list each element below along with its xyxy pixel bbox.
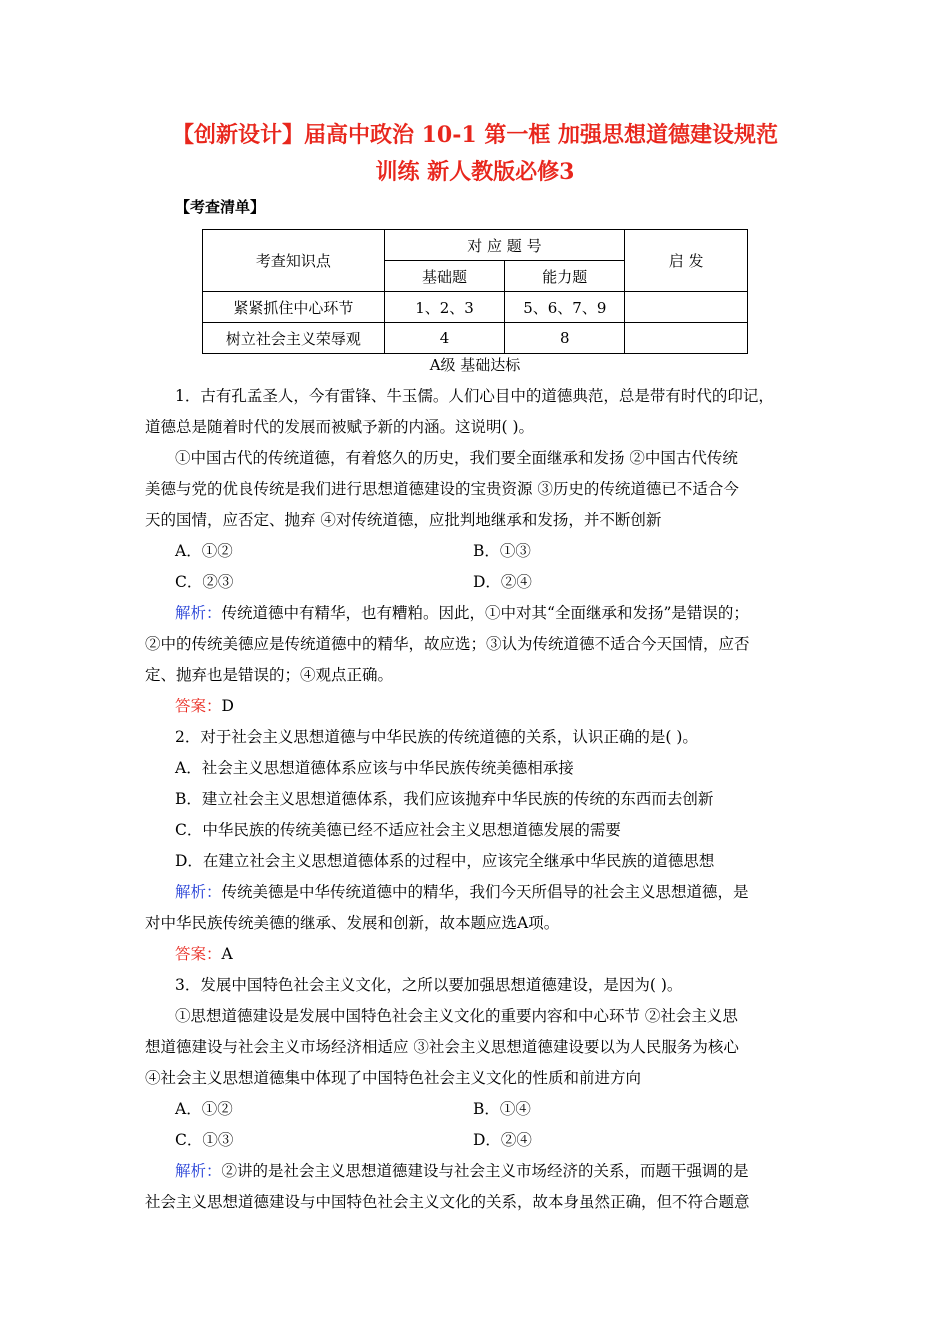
analysis-text: 传统道德中有精华，也有糟粕。因此，①中对其“全面继承和发扬”是错误的； (221, 604, 749, 622)
header-questions: 对 应 题 号 (384, 230, 625, 261)
q1-choice-b: B．①③ (473, 542, 531, 560)
analysis-text: ②讲的是社会主义思想道德建设与社会主义市场经济的关系，而题干强调的是 (221, 1162, 749, 1180)
q3-stem: 3．发展中国特色社会主义文化，之所以要加强思想道德建设，是因为( )。 (175, 976, 683, 994)
q2-choice-c: C．中华民族的传统美德已经不适应社会主义思想道德发展的需要 (175, 821, 621, 839)
analysis-text: 传统美德是中华传统道德中的精华，我们今天所倡导的社会主义思想道德，是 (221, 883, 749, 901)
q1-stem-line2: 道德总是随着时代的发展而被赋予新的内涵。这说明( )。 (145, 418, 535, 436)
q1-choice-c: C．②③ (175, 573, 234, 591)
question-table (202, 229, 748, 354)
q1-analysis-line2: ②中的传统美德应是传统道德中的精华，故应选；③认为传统道德不适合今天国情，应否 (145, 635, 750, 653)
table-row (203, 292, 748, 323)
q3-analysis-line2: 社会主义思想道德建设与中国特色社会主义文化的关系，故本身虽然正确，但不符合题意 (145, 1193, 750, 1211)
q1-answer (175, 695, 845, 717)
header-basic: 基础题 (384, 261, 505, 292)
answer-value: D (221, 697, 234, 715)
answer-value: A (221, 945, 233, 963)
q3-options-line1: ①思想道德建设是发展中国特色社会主义文化的重要内容和中心环节 ②社会主义思 (175, 1007, 738, 1025)
q2-choice-d: D．在建立社会主义思想道德体系的过程中，应该完全继承中华民族的道德思想 (175, 852, 715, 870)
q2-analysis-line2: 对中华民族传统美德的继承、发展和创新，故本题应选A项。 (145, 914, 560, 932)
cell-insight (625, 323, 748, 354)
q3-choice-b: B．①④ (473, 1100, 531, 1118)
section-label: 【考查清单】 (175, 198, 266, 216)
q2-analysis-line1 (175, 881, 845, 903)
q3-choice-d: D．②④ (473, 1131, 532, 1149)
analysis-label: 解析： (175, 1162, 222, 1180)
cell-basic: 4 (384, 323, 505, 354)
cell-ability: 8 (505, 323, 625, 354)
q1-options-line2: 美德与党的优良传统是我们进行思想道德建设的宝贵资源 ③历史的传统道德已不适合今 (145, 480, 739, 498)
cell-basic: 1、2、3 (384, 292, 505, 323)
q3-choice-a: A．①② (175, 1100, 233, 1118)
q1-analysis-line1 (175, 602, 845, 624)
analysis-label: 解析： (175, 604, 222, 622)
q2-choice-a: A．社会主义思想道德体系应该与中华民族传统美德相承接 (175, 759, 574, 777)
q1-stem-line1: 1．古有孔孟圣人，今有雷锋、牛玉儒。人们心目中的道德典范，总是带有时代的印记， (175, 387, 774, 405)
q2-choice-b: B．建立社会主义思想道德体系，我们应该抛弃中华民族的传统的东西而去创新 (175, 790, 714, 808)
cell-insight (625, 292, 748, 323)
q3-choice-c: C．①③ (175, 1131, 234, 1149)
header-ability: 能力题 (505, 261, 625, 292)
cell-point: 树立社会主义荣辱观 (203, 323, 385, 354)
q2-stem: 2．对于社会主义思想道德与中华民族的传统道德的关系，认识正确的是( )。 (175, 728, 698, 746)
header-knowledge: 考查知识点 (203, 230, 385, 292)
q3-options-line2: 想道德建设与社会主义市场经济相适应 ③社会主义思想道德建设要以为人民服务为核心 (145, 1038, 739, 1056)
answer-label: 答案： (175, 945, 222, 963)
q1-choice-d: D．②④ (473, 573, 532, 591)
cell-ability: 5、6、7、9 (505, 292, 625, 323)
q2-answer (175, 943, 845, 965)
level-heading: A级 基础达标 (429, 356, 521, 374)
document-title-line1: 【创新设计】届高中政治 10-1 第一框 加强思想道德建设规范 (171, 122, 779, 148)
q1-options-line1: ①中国古代的传统道德，有着悠久的历史，我们要全面继承和发扬 ②中国古代传统 (175, 449, 738, 467)
q3-options-line3: ④社会主义思想道德集中体现了中国特色社会主义文化的性质和前进方向 (145, 1069, 642, 1087)
header-insight: 启 发 (625, 230, 748, 292)
table-row (203, 323, 748, 354)
q1-choice-a: A．①② (175, 542, 233, 560)
analysis-label: 解析： (175, 883, 222, 901)
q1-options-line3: 天的国情，应否定、抛弃 ④对传统道德，应批判地继承和发扬，并不断创新 (145, 511, 662, 529)
q3-analysis-line1 (175, 1160, 845, 1182)
answer-label: 答案： (175, 697, 222, 715)
q1-analysis-line3: 定、抛弃也是错误的；④观点正确。 (145, 666, 394, 684)
document-title-line2: 训练 新人教版必修3 (375, 159, 575, 185)
cell-point: 紧紧抓住中心环节 (203, 292, 385, 323)
